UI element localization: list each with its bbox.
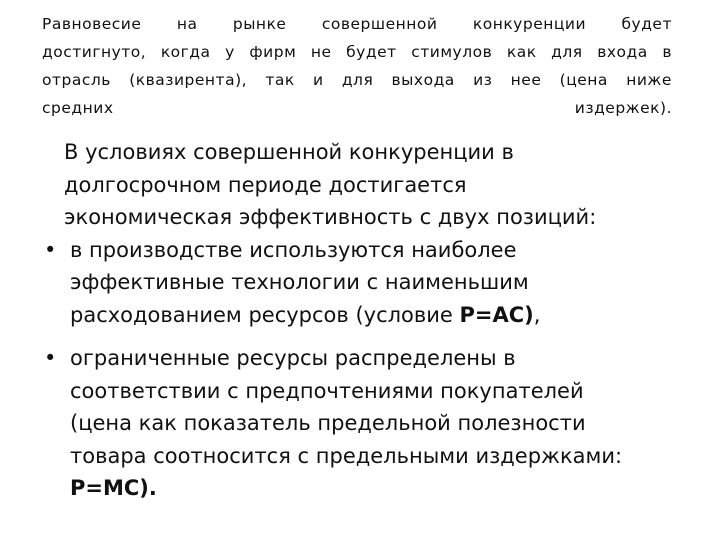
- intro-word: в: [662, 43, 672, 61]
- intro-word: когда: [160, 43, 211, 61]
- bullet-line: [70, 472, 684, 505]
- intro-word: из: [473, 71, 493, 89]
- intro-line-2: [42, 38, 672, 66]
- intro-word: выхода: [391, 71, 455, 89]
- intro-word: входа: [597, 43, 648, 61]
- main-text-block: [44, 136, 684, 505]
- intro-word: у: [225, 43, 235, 61]
- intro-word: (квазирента),: [129, 71, 248, 89]
- intro-word: средних: [42, 99, 114, 117]
- intro-word: фирм: [249, 43, 297, 61]
- bullet-line: в производстве используются наиболее: [70, 237, 517, 262]
- intro-word: для: [341, 71, 374, 89]
- intro-word: совершенной: [321, 15, 438, 33]
- intro-word: рынке: [232, 15, 287, 33]
- intro-paragraph: [42, 10, 672, 122]
- intro-word: Равновесие: [42, 15, 142, 33]
- bullet-line: (цена как показатель предельной полезности: [70, 411, 586, 435]
- condition-formula-pmc: Р=МС).: [70, 476, 157, 500]
- bullet-line: [70, 299, 684, 332]
- lead-paragraph: [44, 136, 684, 234]
- bullet-dot-icon: •: [44, 237, 57, 262]
- lead-line: экономическая эффективность с двух позиций:: [64, 205, 597, 229]
- intro-word: будет: [621, 15, 672, 33]
- intro-word: для: [551, 43, 583, 61]
- bullet-line: эффективные технологии с наименьшим: [70, 270, 529, 294]
- intro-word: (цена: [559, 71, 608, 89]
- condition-formula-pac: Р=АС): [459, 302, 534, 327]
- intro-word: не: [310, 43, 332, 61]
- intro-line-3: [42, 66, 672, 94]
- bullet-item-production: [44, 234, 684, 332]
- lead-line: В условиях совершенной конкуренции в: [64, 140, 514, 164]
- intro-word: конкуренции: [472, 15, 587, 33]
- bullet-line: ограниченные ресурсы распределены в: [70, 346, 516, 370]
- bullet-item-allocation: [44, 342, 684, 505]
- intro-word: нее: [510, 71, 542, 89]
- intro-word: будет: [346, 43, 397, 61]
- bullet-dot-icon: •: [44, 346, 57, 370]
- bullet-line-text: расходованием ресурсов (условие: [70, 302, 460, 327]
- intro-line-4: [42, 94, 672, 122]
- intro-line-1: [42, 10, 672, 38]
- bullet-line-tail: ,: [533, 302, 541, 327]
- bullet-line: соответствии с предпочтениями покупателей: [70, 378, 584, 403]
- intro-word: так: [265, 71, 295, 89]
- bullet-line: товара соотносится с предельными издержками:: [70, 443, 623, 468]
- intro-word: и: [312, 71, 324, 89]
- lead-line: долгосрочном периоде достигается: [64, 172, 467, 197]
- intro-word: отрасль: [42, 71, 111, 89]
- intro-word: на: [176, 15, 198, 33]
- intro-word: издержек).: [574, 99, 672, 117]
- intro-word: ниже: [626, 71, 672, 89]
- intro-word: как: [506, 43, 537, 61]
- intro-word: достигнуто,: [42, 43, 147, 61]
- intro-word: стимулов: [411, 43, 493, 61]
